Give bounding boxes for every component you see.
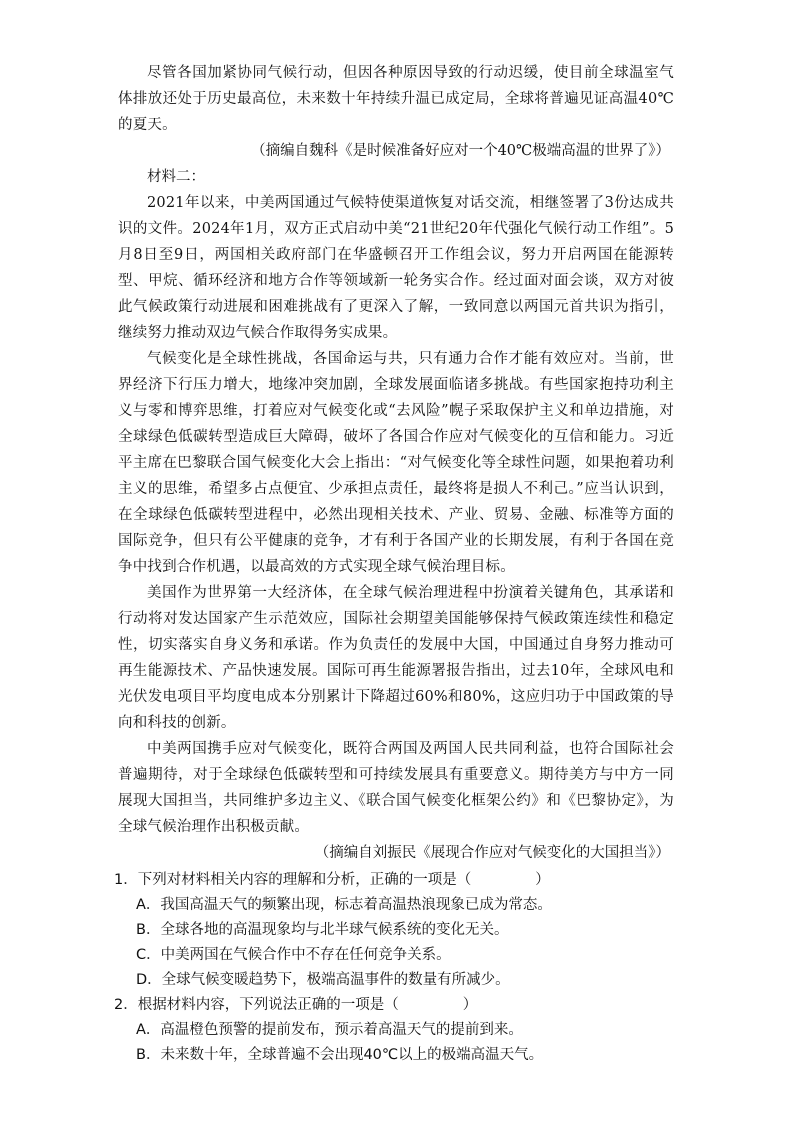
option-a[interactable]: A．我国高温天气的频繁出现，标志着高温热浪现象已成为常态。 <box>136 897 552 913</box>
material-two-paragraph-2: 气候变化是全球性挑战，各国命运与共，只有通力合作才能有效应对。当前，世界经济下行压力增大，地缘冲突加剧，全球发展面临诸多挑战。有些国家抱持功利主义与零和博弈思维，打着应对气候变化或“去风险”幌子采取保护主义和单边措施，对全球绿色低碳转型造成巨大障碍，破坏了各国合作应对气候变化的互信和能力。习近平主席在巴黎联合国气候变化大会上指出：“对气候变化等全球性问题，如果抱着功利主义的思维，希望多占点便宜、少承担点责任，最终将是损人不利己。”应当认识到，在全球绿色低碳转型进程中，必然出现相关技术、产业、贸易、金融、标准等方面的国际竞争，但只有公平健康的竞争，才有利于各国产业的长期发展，有利于各国在竞争中找到合作机遇，以最高效的方式实现全球气候治理目标。 <box>118 351 674 575</box>
option-a[interactable]: A．高温橙色预警的提前发布，预示着高温天气的提前到来。 <box>136 1022 523 1038</box>
option-b[interactable]: B．全球各地的高温现象均与北半球气候系统的变化无关。 <box>136 922 509 938</box>
material-one-closing-paragraph: 尽管各国加紧协同气候行动，但因各种原因导致的行动迟缓，使目前全球温室气体排放还处于历史最高位，未来数十年持续升温已成定局，全球将普遍见证高温40℃的夏天。 <box>118 65 674 133</box>
question-stem-text: 1．下列对材料相关内容的理解和分析，正确的一项是（ <box>114 872 472 888</box>
questions-section <box>114 868 674 1068</box>
document-page <box>114 60 674 1068</box>
question-2 <box>114 993 674 1068</box>
option-c[interactable]: C．中美两国在气候合作中不存在任何竞争关系。 <box>136 947 451 963</box>
question-stem <box>114 868 674 893</box>
material-two-paragraph-1: 2021年以来，中美两国通过气候特使渠道恢复对话交流，相继签署了3份达成共识的文件。2024年1月，双方正式启动中美“21世纪20年代强化气候行动工作组”。5月8日至9日，两国相关政府部门在华盛顿召开工作组会议，努力开启两国在能源转型、甲烷、循环经济和地方合作等领域新一轮务实合作。经过面对面会谈，双方对彼此气候政策行动进展和困难挑战有了更深入了解，一致同意以两国元首共识为指引，继续努力推动双边气候合作取得务实成果。 <box>118 195 674 341</box>
material-two-paragraph-3: 美国作为世界第一大经济体，在全球气候治理进程中扮演着关键角色，其承诺和行动将对发达国家产生示范效应，国际社会期望美国能够保持气候政策连续性和稳定性，切实落实自身义务和承诺。作为负责任的发展中大国，中国通过自身努力推动可再生能源技术、产品快速发展。国际可再生能源署报告指出，过去10年，全球风电和光伏发电项目平均度电成本分别累计下降超过60%和80%，这应归功于中国政策的导向和科技的创新。 <box>118 585 674 731</box>
material-two-source: （摘编自刘振民《展现合作应对气候变化的大国担当》） <box>314 845 670 861</box>
question-1 <box>114 868 674 993</box>
material-two-label: 材料二： <box>147 169 205 185</box>
material-one-source: （摘编自魏科《是时候准备好应对一个40℃极端高温的世界了》） <box>251 143 670 159</box>
question-stem-text: 2．根据材料内容，下列说法正确的一项是（ <box>114 997 399 1013</box>
option-d[interactable]: D．全球气候变暖趋势下，极端高温事件的数量有所减少。 <box>136 972 510 988</box>
option-b[interactable]: B．未来数十年，全球普遍不会出现40℃以上的极端高温天气。 <box>136 1047 544 1063</box>
question-stem-close: ） <box>462 997 478 1013</box>
material-two-paragraph-4: 中美两国携手应对气候变化，既符合两国及两国人民共同利益，也符合国际社会普遍期待，对于全球绿色低碳转型和可持续发展具有重要意义。期待美方与中方一同展现大国担当，共同维护多边主义、《联合国气候变化框架公约》和《巴黎协定》，为全球气候治理作出积极贡献。 <box>118 741 674 835</box>
question-stem <box>114 993 674 1018</box>
question-stem-close: ） <box>535 872 550 888</box>
